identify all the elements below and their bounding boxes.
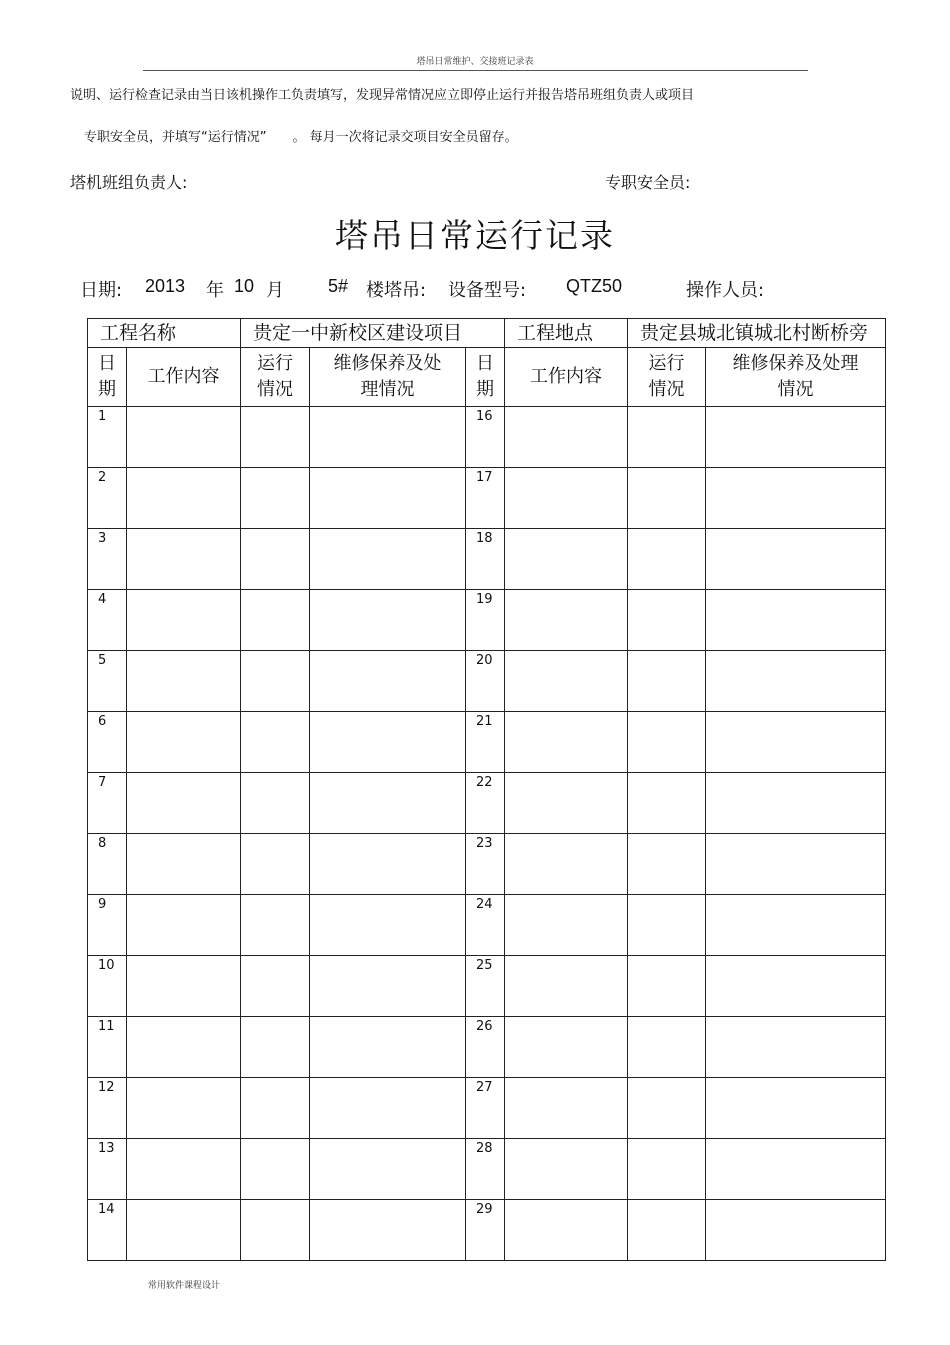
- status-cell[interactable]: [241, 651, 310, 712]
- day-number-right: 25: [466, 956, 505, 1017]
- work-content-cell[interactable]: [505, 1139, 628, 1200]
- work-content-cell[interactable]: [127, 834, 241, 895]
- table-row: [88, 468, 886, 529]
- work-content-cell[interactable]: [505, 834, 628, 895]
- status-cell[interactable]: [241, 468, 310, 529]
- column-header-row: [88, 348, 886, 407]
- table-row: [88, 590, 886, 651]
- maintenance-cell[interactable]: [706, 956, 886, 1017]
- status-cell[interactable]: [241, 590, 310, 651]
- table-row: [88, 529, 886, 590]
- day-number-right: 22: [466, 773, 505, 834]
- status-cell[interactable]: [628, 529, 706, 590]
- day-number-left: 4: [88, 590, 127, 651]
- daily-operation-table: [87, 318, 886, 1261]
- day-number-right: 28: [466, 1139, 505, 1200]
- status-cell[interactable]: [628, 468, 706, 529]
- status-cell[interactable]: [241, 895, 310, 956]
- day-number-left: 9: [88, 895, 127, 956]
- work-content-cell[interactable]: [127, 895, 241, 956]
- work-content-cell[interactable]: [505, 407, 628, 468]
- work-content-cell[interactable]: [505, 712, 628, 773]
- safety-officer-label: 专职安全员:: [605, 173, 691, 192]
- model-label: 设备型号:: [448, 280, 527, 301]
- status-cell[interactable]: [628, 1078, 706, 1139]
- maintenance-cell[interactable]: [706, 773, 886, 834]
- project-location-value: 贵定县城北镇城北村断桥旁: [628, 319, 886, 348]
- day-number-right: 24: [466, 895, 505, 956]
- operator-label: 操作人员:: [686, 280, 765, 301]
- table-row: [88, 1017, 886, 1078]
- day-number-left: 8: [88, 834, 127, 895]
- maintenance-cell[interactable]: [310, 834, 466, 895]
- day-number-right: 23: [466, 834, 505, 895]
- col-work-header: 工作内容: [127, 348, 241, 407]
- work-content-cell[interactable]: [127, 529, 241, 590]
- status-cell[interactable]: [628, 590, 706, 651]
- maintenance-cell[interactable]: [310, 773, 466, 834]
- col-date-line1-right: 日: [476, 353, 495, 374]
- status-cell[interactable]: [628, 651, 706, 712]
- crew-leader-label: 塔机班组负责人:: [70, 173, 188, 192]
- status-cell[interactable]: [241, 407, 310, 468]
- work-content-cell[interactable]: [127, 712, 241, 773]
- work-content-cell[interactable]: [127, 1139, 241, 1200]
- crane-label: 楼塔吊:: [366, 280, 427, 301]
- day-number-right: 17: [466, 468, 505, 529]
- day-number-left: 13: [88, 1139, 127, 1200]
- work-content-cell[interactable]: [505, 956, 628, 1017]
- status-cell[interactable]: [241, 773, 310, 834]
- header-divider: [143, 70, 808, 71]
- table-row: [88, 651, 886, 712]
- maintenance-cell[interactable]: [310, 651, 466, 712]
- project-name-value: 贵定一中新校区建设项目: [241, 319, 505, 348]
- day-number-left: 5: [88, 651, 127, 712]
- table-row: [88, 895, 886, 956]
- maintenance-cell[interactable]: [706, 895, 886, 956]
- year-value: 2013: [145, 276, 186, 296]
- day-number-left: 2: [88, 468, 127, 529]
- maintenance-cell[interactable]: [706, 590, 886, 651]
- day-number-right: 29: [466, 1200, 505, 1261]
- work-content-cell[interactable]: [505, 1017, 628, 1078]
- day-number-left: 7: [88, 773, 127, 834]
- work-content-cell[interactable]: [505, 651, 628, 712]
- maintenance-cell[interactable]: [706, 712, 886, 773]
- maintenance-cell[interactable]: [310, 956, 466, 1017]
- table-row: [88, 407, 886, 468]
- col-status-line1: 运行: [257, 353, 294, 374]
- day-number-left: 10: [88, 956, 127, 1017]
- work-content-cell[interactable]: [505, 1200, 628, 1261]
- date-label: 日期:: [80, 280, 123, 301]
- day-number-left: 3: [88, 529, 127, 590]
- maintenance-cell[interactable]: [310, 468, 466, 529]
- table-row: [88, 834, 886, 895]
- status-cell[interactable]: [241, 1200, 310, 1261]
- month-unit: 月: [266, 280, 284, 301]
- day-number-right: 19: [466, 590, 505, 651]
- maintenance-cell[interactable]: [706, 834, 886, 895]
- status-cell[interactable]: [241, 1139, 310, 1200]
- maintenance-cell[interactable]: [310, 1078, 466, 1139]
- status-cell[interactable]: [628, 407, 706, 468]
- day-number-left: 14: [88, 1200, 127, 1261]
- col-date-line1: 日: [98, 353, 116, 374]
- maintenance-cell[interactable]: [706, 1139, 886, 1200]
- work-content-cell[interactable]: [127, 590, 241, 651]
- day-number-left: 11: [88, 1017, 127, 1078]
- month-value: 10: [234, 276, 255, 296]
- model-value: QTZ50: [566, 276, 623, 296]
- maintenance-cell[interactable]: [706, 1017, 886, 1078]
- document-header: 塔吊日常维护、交接班记录表: [416, 57, 534, 67]
- status-cell[interactable]: [241, 1017, 310, 1078]
- table-row: [88, 1139, 886, 1200]
- day-number-left: 1: [88, 407, 127, 468]
- status-cell[interactable]: [241, 1078, 310, 1139]
- status-cell[interactable]: [628, 712, 706, 773]
- work-content-cell[interactable]: [127, 407, 241, 468]
- status-cell[interactable]: [241, 529, 310, 590]
- table-row: [88, 1200, 886, 1261]
- work-content-cell[interactable]: [505, 590, 628, 651]
- table-row: [88, 956, 886, 1017]
- col-maint-line2: 理情况: [360, 379, 415, 400]
- col-status-line2: 情况: [257, 379, 294, 400]
- col-status-header-right: [628, 348, 706, 407]
- col-date-line2-right: 期: [476, 379, 495, 400]
- col-status-header: [241, 348, 310, 407]
- project-location-label: 工程地点: [505, 319, 628, 348]
- status-cell[interactable]: [628, 1017, 706, 1078]
- status-cell[interactable]: [628, 834, 706, 895]
- work-content-cell[interactable]: [505, 529, 628, 590]
- maintenance-cell[interactable]: [310, 1139, 466, 1200]
- building-number: 5#: [328, 276, 349, 296]
- col-date-header: [88, 348, 127, 407]
- project-row: [88, 319, 886, 348]
- day-number-left: 6: [88, 712, 127, 773]
- day-number-left: 12: [88, 1078, 127, 1139]
- work-content-cell[interactable]: [127, 956, 241, 1017]
- maintenance-cell[interactable]: [310, 590, 466, 651]
- day-number-right: 18: [466, 529, 505, 590]
- col-status-line2-right: 情况: [648, 379, 685, 400]
- maintenance-cell[interactable]: [706, 407, 886, 468]
- status-cell[interactable]: [628, 1200, 706, 1261]
- work-content-cell[interactable]: [505, 1078, 628, 1139]
- status-cell[interactable]: [628, 956, 706, 1017]
- status-cell[interactable]: [241, 712, 310, 773]
- day-number-right: 27: [466, 1078, 505, 1139]
- work-content-cell[interactable]: [127, 1078, 241, 1139]
- page-footer: 常用软件课程设计: [148, 1281, 221, 1291]
- day-number-right: 21: [466, 712, 505, 773]
- project-name-label: 工程名称: [88, 319, 241, 348]
- status-cell[interactable]: [628, 895, 706, 956]
- year-unit: 年: [206, 280, 224, 301]
- day-number-right: 26: [466, 1017, 505, 1078]
- work-content-cell[interactable]: [127, 651, 241, 712]
- col-work-header-right: 工作内容: [505, 348, 628, 407]
- maintenance-cell[interactable]: [310, 529, 466, 590]
- col-date-header-right: [466, 348, 505, 407]
- work-content-cell[interactable]: [127, 468, 241, 529]
- maintenance-cell[interactable]: [310, 407, 466, 468]
- work-content-cell[interactable]: [127, 773, 241, 834]
- col-maint-line1: 维修保养及处: [333, 353, 442, 374]
- instruction-note-line2: 专职安全员，并填写“运行情况” 。 每月一次将记录交项目安全员留存。: [84, 130, 518, 145]
- maintenance-cell[interactable]: [706, 1078, 886, 1139]
- col-maintenance-header: [310, 348, 466, 407]
- col-status-line1-right: 运行: [648, 353, 685, 374]
- work-content-cell[interactable]: [505, 895, 628, 956]
- work-content-cell[interactable]: [505, 468, 628, 529]
- maintenance-cell[interactable]: [310, 1017, 466, 1078]
- status-cell[interactable]: [628, 773, 706, 834]
- day-number-right: 16: [466, 407, 505, 468]
- col-maint-line2-right: 情况: [777, 379, 814, 400]
- col-maintenance-header-right: [706, 348, 886, 407]
- maintenance-cell[interactable]: [310, 895, 466, 956]
- instruction-note-line1: 说明、运行检查记录由当日该机操作工负责填写，发现异常情况应立即停止运行并报告塔吊班组负责人或项目: [70, 88, 695, 103]
- status-cell[interactable]: [241, 956, 310, 1017]
- maintenance-cell[interactable]: [706, 529, 886, 590]
- work-content-cell[interactable]: [505, 773, 628, 834]
- maintenance-cell[interactable]: [706, 1200, 886, 1261]
- table-row: [88, 773, 886, 834]
- day-number-right: 20: [466, 651, 505, 712]
- table-row: [88, 1078, 886, 1139]
- work-content-cell[interactable]: [127, 1017, 241, 1078]
- status-cell[interactable]: [628, 1139, 706, 1200]
- page-title: 塔吊日常运行记录: [335, 216, 615, 255]
- table-row: [88, 712, 886, 773]
- maintenance-cell[interactable]: [310, 712, 466, 773]
- status-cell[interactable]: [241, 834, 310, 895]
- work-content-cell[interactable]: [127, 1200, 241, 1261]
- col-date-line2: 期: [98, 379, 116, 400]
- maintenance-cell[interactable]: [706, 468, 886, 529]
- maintenance-cell[interactable]: [310, 1200, 466, 1261]
- maintenance-cell[interactable]: [706, 651, 886, 712]
- col-maint-line1-right: 维修保养及处理: [732, 353, 859, 374]
